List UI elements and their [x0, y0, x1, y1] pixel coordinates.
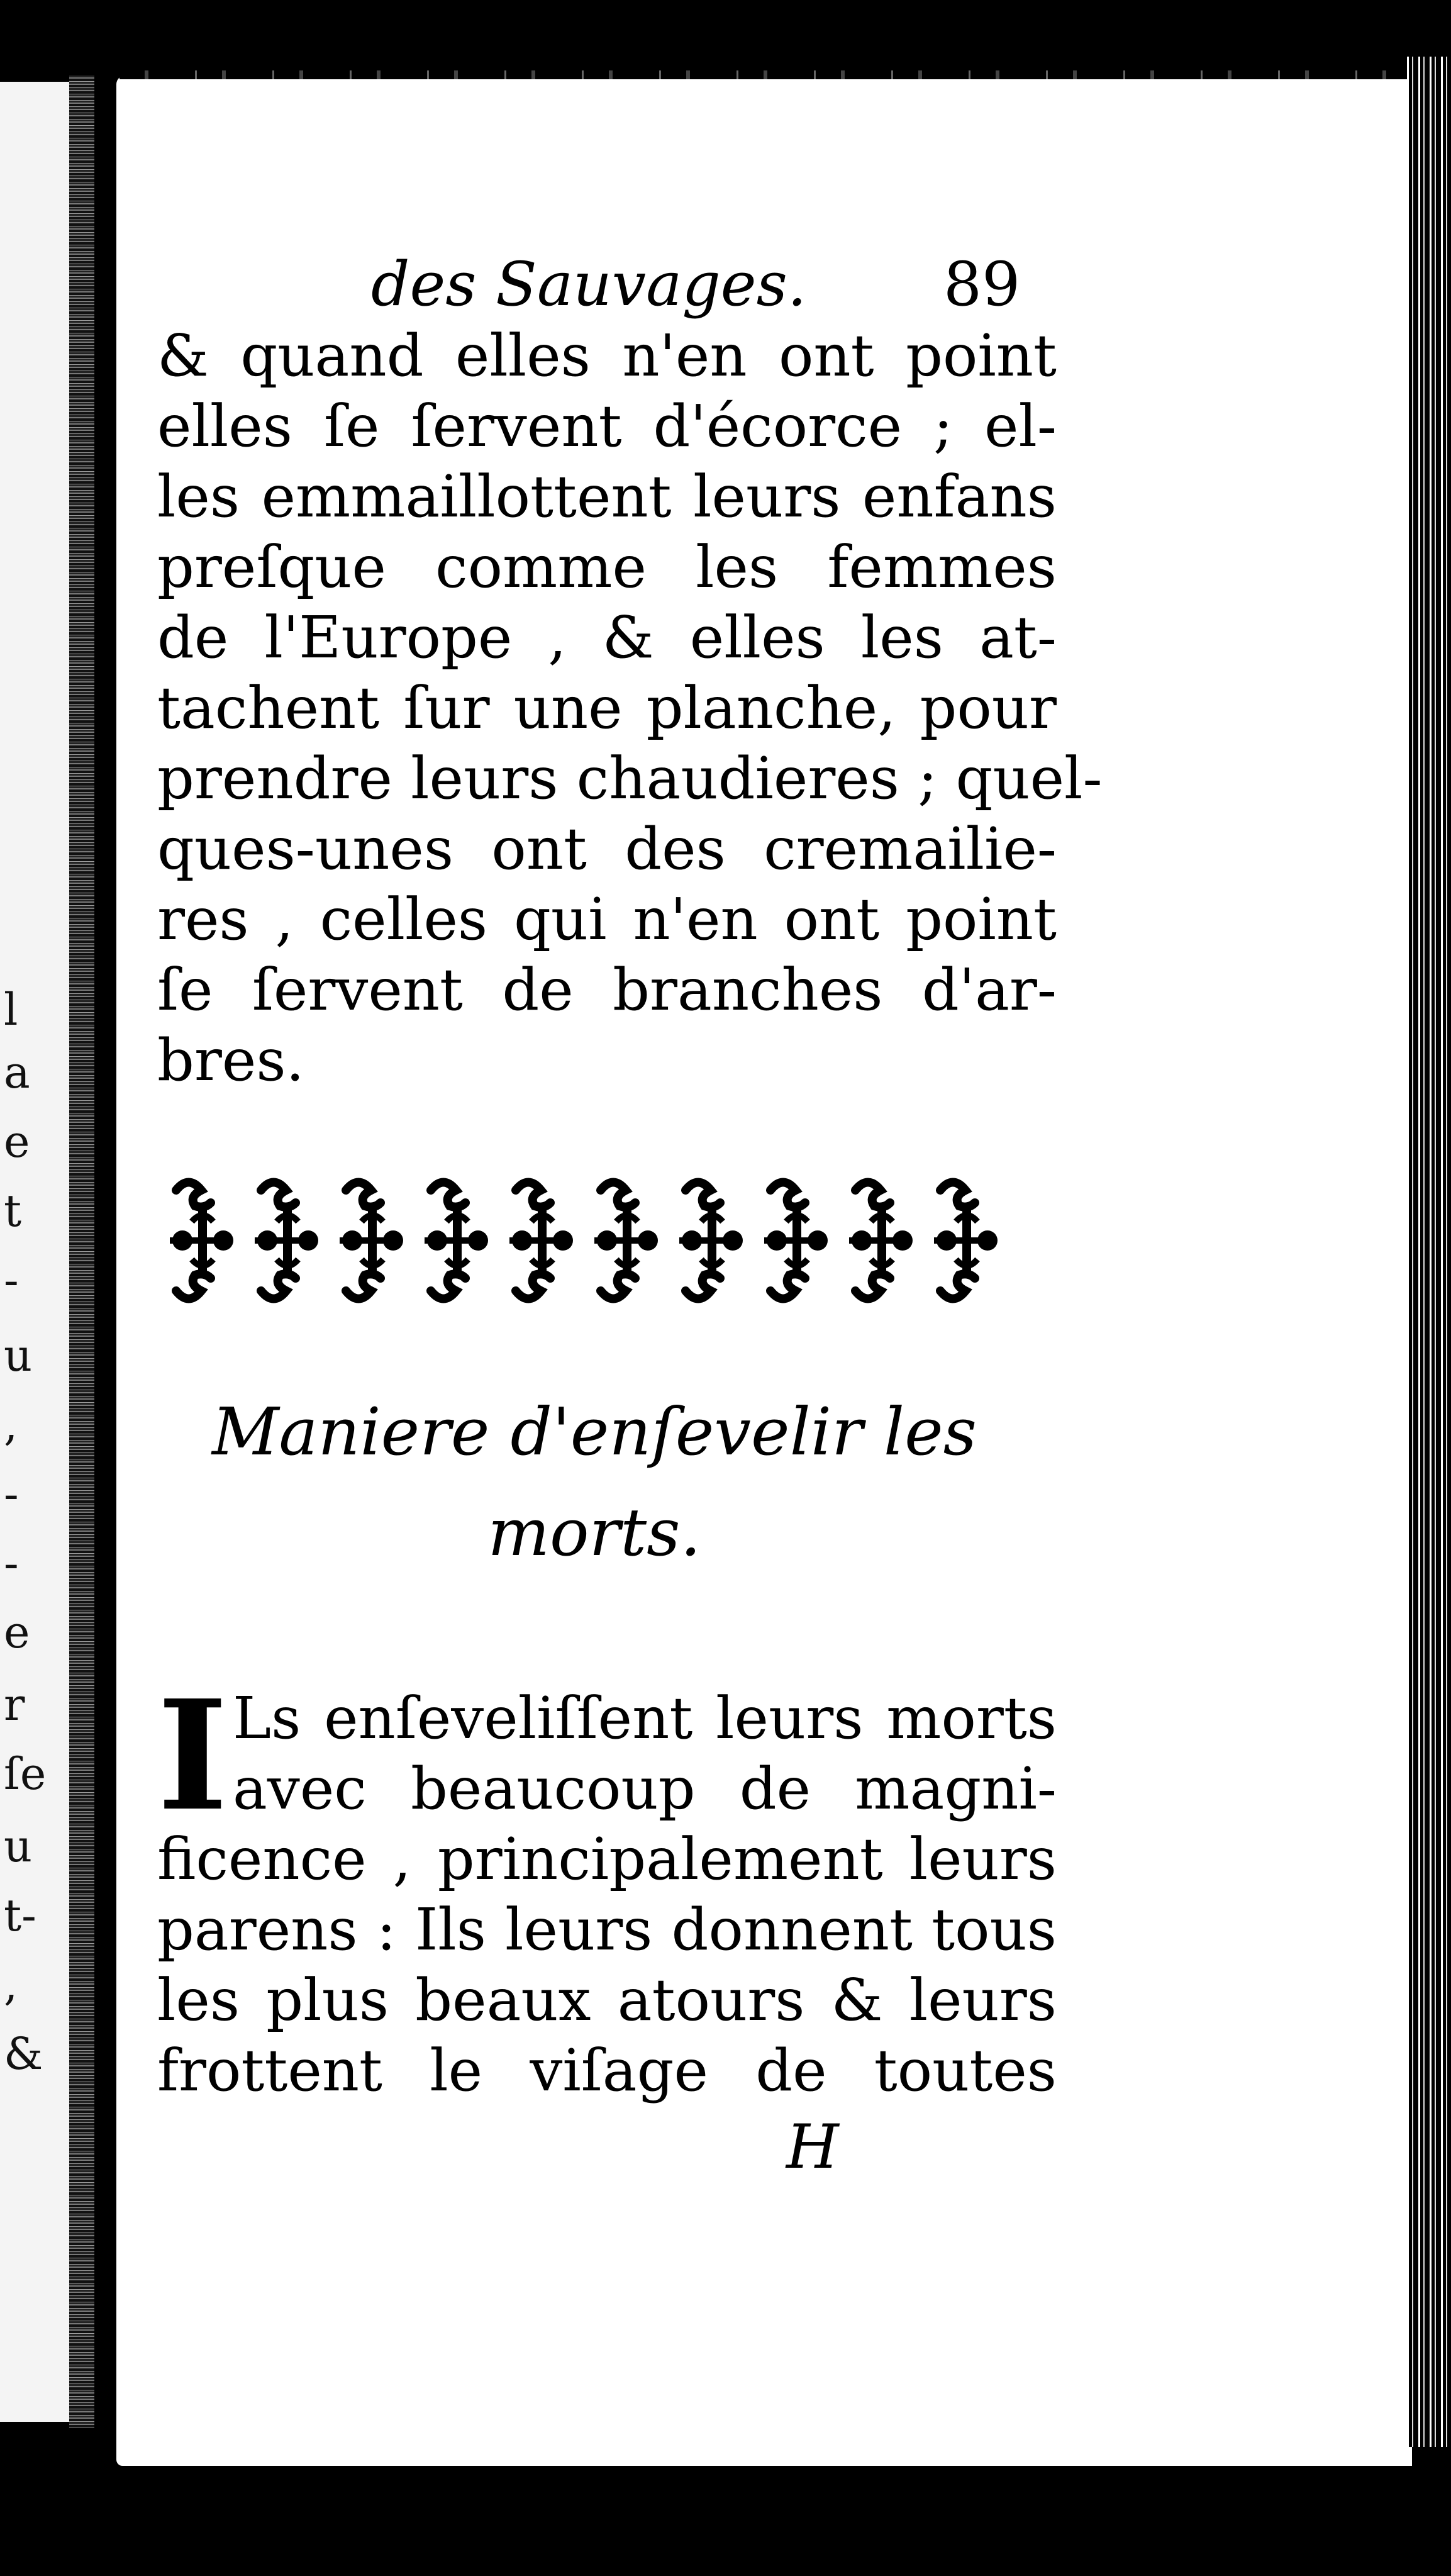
section-heading-line: morts. — [487, 1494, 701, 1571]
text-line: elles ſe ſervent d'écorce ; el- — [157, 393, 1057, 460]
text-line: de l'Europe , & elles les at- — [157, 604, 1057, 671]
text-line: tachent ſur une planche, pour — [157, 674, 1057, 742]
fragment-glyph: , — [4, 1959, 18, 2010]
text-line: Ls enſeveliſſent leurs morts — [233, 1685, 1057, 1752]
text-line: les emmaillottent leurs enfans — [157, 463, 1057, 530]
fragment-glyph: l — [4, 984, 18, 1035]
fragment-glyph: ſe — [4, 1748, 47, 1800]
right-page-edges — [1407, 57, 1451, 2447]
paragraph — [157, 1667, 1057, 2106]
running-header — [157, 248, 1057, 321]
text-line: ficence , principalement leurs — [157, 1826, 1057, 1893]
fragment-glyph: t- — [4, 1890, 36, 1941]
fragment-glyph: , — [4, 1399, 18, 1451]
drop-cap: I — [157, 1667, 228, 1844]
facing-page-edge — [0, 82, 69, 2422]
fragment-glyph: u — [4, 1330, 33, 1381]
section-heading — [157, 1381, 1031, 1583]
catchword: H — [786, 2112, 839, 2182]
text-line: prendre leurs chaudieres ; quel- — [157, 745, 1103, 812]
spine-shadow — [94, 69, 120, 2434]
catchword-row — [157, 2106, 1057, 2188]
fragment-glyph: t — [4, 1185, 22, 1237]
page-number: 89 — [943, 249, 1021, 320]
running-title: des Sauvages. — [371, 249, 807, 320]
text-line: parens : Ils leurs donnent tous — [157, 1896, 1057, 1963]
fragment-glyph: & — [4, 2028, 43, 2080]
fragment-glyph: e — [4, 1607, 30, 1658]
section-heading-line: Maniere d'enſevelir les — [211, 1393, 977, 1470]
fragment-glyph: e — [4, 1116, 30, 1168]
text-line: bres. — [157, 1027, 304, 1094]
ornament-band — [164, 1171, 1038, 1310]
text-line: ſe ſervent de branches d'ar- — [157, 956, 1057, 1023]
body-text — [157, 321, 1103, 1096]
text-line: preſque comme les femmes — [157, 533, 1057, 601]
fragment-glyph: - — [4, 1468, 19, 1520]
fragment-glyph: - — [4, 1537, 19, 1589]
fragment-glyph: a — [4, 1047, 30, 1098]
text-line: ques-unes ont des cremailie- — [157, 815, 1057, 883]
text-line: les plus beaux atours & leurs — [157, 1966, 1057, 2034]
top-edge — [120, 70, 1428, 79]
text-line: avec beaucoup de magni- — [233, 1755, 1057, 1822]
text-line: frottent le viſage de toutes — [157, 2037, 1057, 2104]
fragment-glyph: u — [4, 1820, 33, 1872]
text-line: res , celles qui n'en ont point — [157, 886, 1057, 953]
fragment-glyph: - — [4, 1254, 19, 1306]
text-line: & quand elles n'en ont point — [157, 322, 1057, 389]
fragment-glyph: r — [4, 1679, 25, 1731]
text-block — [157, 248, 1103, 2188]
